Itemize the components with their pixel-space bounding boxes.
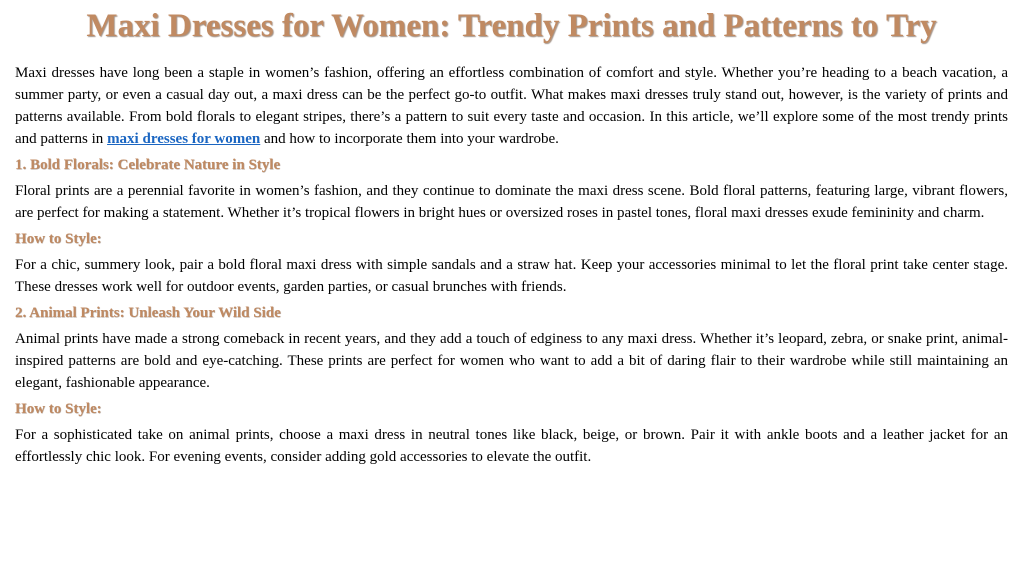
section-1-style-body: For a chic, summery look, pair a bold floral maxi dress with simple sandals and a straw hat. Keep your accessories minimal to let the floral print take center stage. These dresses work well for outdoor events, garden parties, or casual brunches with friends. bbox=[15, 257, 1008, 295]
section-1-body: Floral prints are a perennial favorite in women’s fashion, and they continue to dominate the maxi dress scene. Bold floral patterns, featuring large, vibrant flowers, are perfect for making a statement. Whether it’s tropical flowers in bright hues or oversized roses in pastel tones, floral maxi dresses exude femininity and charm. bbox=[15, 183, 1008, 221]
maxi-dresses-link[interactable]: maxi dresses for women bbox=[107, 131, 261, 147]
section-2-style-heading: How to Style: bbox=[15, 401, 102, 417]
section-2-heading: 2. Animal Prints: Unleash Your Wild Side bbox=[15, 305, 281, 321]
page-title: Maxi Dresses for Women: Trendy Prints and Patterns to Try bbox=[86, 8, 937, 44]
intro-text-before-link: Maxi dresses have long been a staple in women’s fashion, offering an effortless combination of comfort and style. Whether you’re heading to a beach vacation, a summer party, or even a casual day out, a maxi dress can be the perfect go-to outfit. What makes maxi dresses truly stand out, however, is the variety of prints and patterns available. From bold florals to elegant stripes, there’s a pattern to suit every taste and occasion. In this article, we’ll explore some of the most trendy prints and patterns in bbox=[15, 65, 1008, 147]
section-2-body: Animal prints have made a strong comeback in recent years, and they add a touch of edginess to any maxi dress. Whether it’s leopard, zebra, or snake print, animal-inspired patterns are bold and eye-catching. These prints are perfect for women who want to add a bit of daring flair to their wardrobe while still maintaining an elegant, fashionable appearance. bbox=[15, 331, 1008, 391]
intro-text-after-link: and how to incorporate them into your wardrobe. bbox=[260, 131, 559, 147]
section-1-heading: 1. Bold Florals: Celebrate Nature in Style bbox=[15, 157, 281, 173]
section-1-style-heading: How to Style: bbox=[15, 231, 102, 247]
section-2-style-body: For a sophisticated take on animal prints, choose a maxi dress in neutral tones like black, beige, or brown. Pair it with ankle boots and a leather jacket for an effortlessly chic look. For evening events, consider adding gold accessories to elevate the outfit. bbox=[15, 427, 1008, 465]
intro-paragraph bbox=[15, 62, 1008, 150]
